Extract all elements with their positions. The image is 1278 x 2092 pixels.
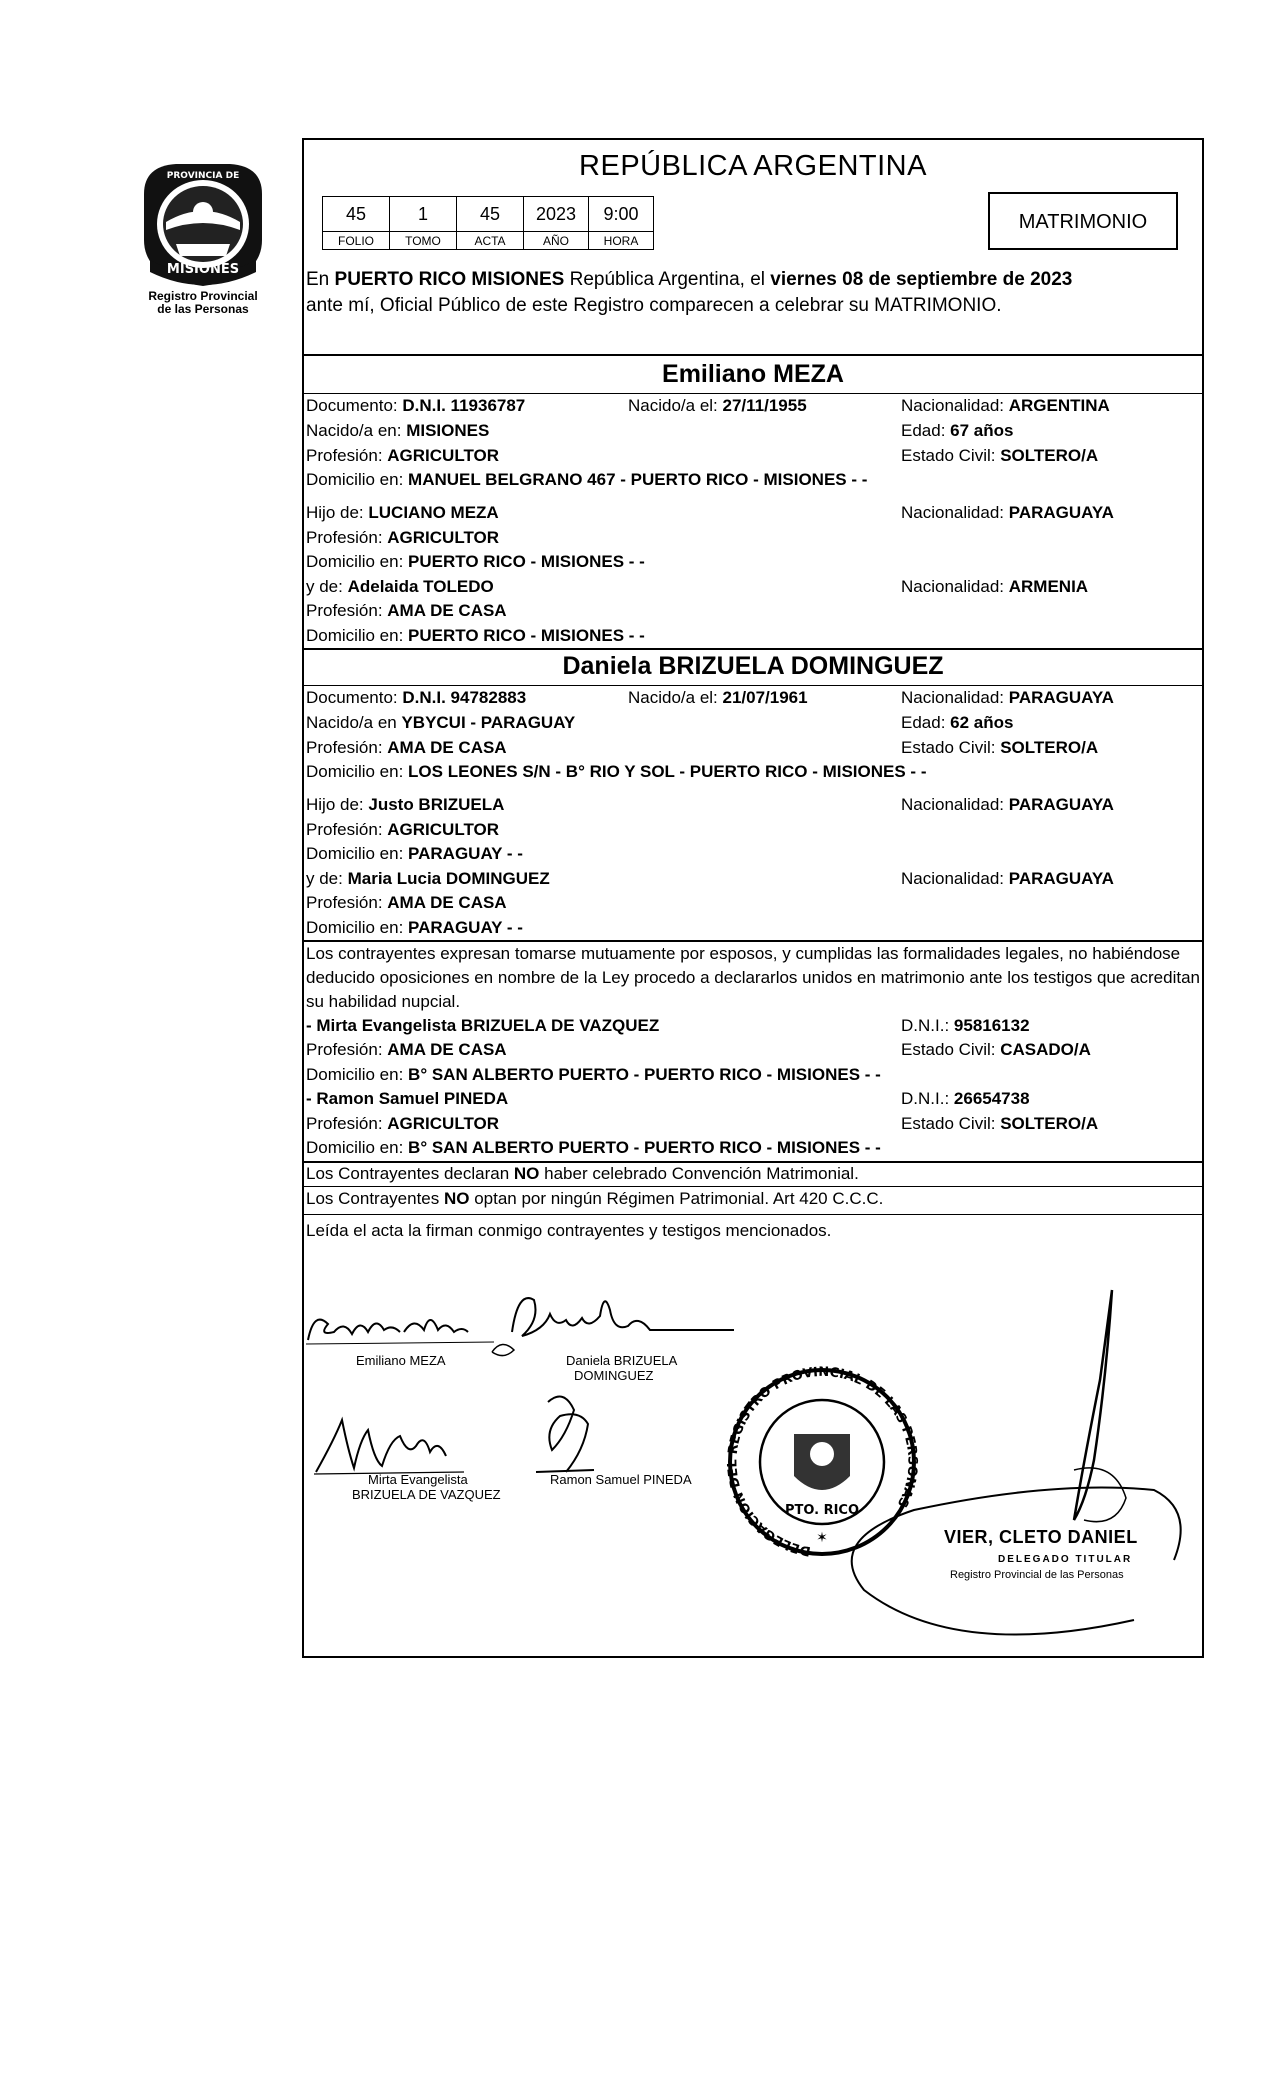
label: Profesión: <box>306 1114 388 1133</box>
text-bold: NO <box>443 1189 470 1208</box>
value: 62 años <box>950 713 1014 732</box>
divider <box>304 1214 1202 1215</box>
value: 27/11/1955 <box>722 396 807 415</box>
logo-arch-text: PROVINCIA DE <box>166 171 240 181</box>
text: optan por ningún Régimen Patrimonial. Art 420 C.C.C. <box>469 1189 884 1208</box>
label: Estado Civil: <box>901 446 1001 465</box>
signature-caption-spouse1: Emiliano MEZA <box>356 1353 446 1368</box>
caption-line: Mirta Evangelista <box>368 1472 468 1487</box>
label: Domicilio en: <box>306 844 409 863</box>
value: B° SAN ALBERTO PUERTO - PUERTO RICO - MISIONES - - <box>408 1065 881 1084</box>
text: haber celebrado Convención Matrimonial. <box>539 1164 859 1183</box>
spouse2-madre-nacionalidad <box>901 869 1114 889</box>
value: Justo BRIZUELA <box>368 795 505 814</box>
label: Hijo de: <box>306 795 369 814</box>
label: Documento: <box>306 688 403 707</box>
value: MANUEL BELGRANO 467 - PUERTO RICO - MISIONES - - <box>408 470 868 489</box>
value: AMA DE CASA <box>387 1040 507 1059</box>
label: Profesión: <box>306 738 388 757</box>
witness1-dni <box>901 1016 1030 1036</box>
spouse2-padre-profesion <box>306 820 499 840</box>
spouse1-nacido-en <box>306 421 489 441</box>
divider <box>304 685 1202 686</box>
logo-caption <box>128 290 278 316</box>
label: y de: <box>306 869 348 888</box>
official-signature <box>754 1260 1204 1660</box>
label: Nacido/a en <box>306 713 402 732</box>
intro-line2: ante mí, Oficial Público de este Registro comparecen a celebrar su MATRIMONIO. <box>306 295 1002 316</box>
acta-value: 45 <box>457 197 524 232</box>
label: Profesión: <box>306 601 388 620</box>
folio-label: FOLIO <box>323 232 390 250</box>
witness2-profesion <box>306 1114 499 1134</box>
divider <box>304 1161 1202 1163</box>
value: PARAGUAY - - <box>408 844 523 863</box>
label: Domicilio en: <box>306 626 409 645</box>
witness1-domicilio <box>306 1065 881 1085</box>
divider <box>304 354 1202 356</box>
label: Domicilio en: <box>306 1138 409 1157</box>
logo-banner-text: MISIONES <box>166 262 240 277</box>
spouse2-madre-domicilio <box>306 918 523 938</box>
witness2-domicilio <box>306 1138 881 1158</box>
value: PARAGUAYA <box>1008 503 1114 522</box>
province-shield-icon <box>136 160 270 288</box>
label: Estado Civil: <box>901 738 1001 757</box>
witness2-estado-civil <box>901 1114 1098 1134</box>
acta-label: ACTA <box>457 232 524 250</box>
declaration-text: Los contrayentes expresan tomarse mutuamente por esposos, y cumplidas las formalidades legales, no habiéndose deducido oposiciones en nombre de la Ley procedo a declararlos unidos en matrimonio ante los testigos que acreditan su habilidad nupcial. <box>306 944 1201 1011</box>
spouse2-profesion <box>306 738 507 758</box>
label: Nacionalidad: <box>901 795 1009 814</box>
value: PARAGUAYA <box>1008 869 1114 888</box>
official-stamp-line2: DELEGADO TITULAR <box>998 1554 1133 1565</box>
value: ARGENTINA <box>1008 396 1110 415</box>
label: Estado Civil: <box>901 1040 1001 1059</box>
intro-text-c: República Argentina, el <box>564 269 771 290</box>
divider <box>304 1186 1202 1187</box>
label: Nacido/a en: <box>306 421 407 440</box>
witness1-estado-civil <box>901 1040 1091 1060</box>
act-type-box: MATRIMONIO <box>988 192 1178 250</box>
spouse2-madre <box>306 869 550 889</box>
value: AMA DE CASA <box>387 738 507 757</box>
folio-value: 45 <box>323 197 390 232</box>
label: Nacionalidad: <box>901 577 1009 596</box>
spouse2-estado-civil <box>901 738 1098 758</box>
signature-caption-witness1 <box>352 1472 501 1502</box>
spouse1-estado-civil <box>901 446 1098 466</box>
intro-text-a: En <box>306 269 335 290</box>
label: Profesión: <box>306 820 388 839</box>
label: Nacido/a el: <box>628 396 723 415</box>
divider <box>304 648 1202 650</box>
page-title: REPÚBLICA ARGENTINA <box>579 150 927 182</box>
spouse2-padre-domicilio <box>306 844 523 864</box>
value: D.N.I. 11936787 <box>402 396 526 415</box>
logo-caption-line1: Registro Provincial <box>148 289 258 303</box>
official-stamp-line3: Registro Provincial de las Personas <box>950 1569 1124 1581</box>
spouse2-domicilio <box>306 762 926 782</box>
value: 21/07/1961 <box>722 688 808 707</box>
witness2-dni <box>901 1089 1030 1109</box>
caption-line: BRIZUELA DE VAZQUEZ <box>352 1487 501 1502</box>
value: AGRICULTOR <box>387 820 500 839</box>
hora-value: 9:00 <box>589 197 654 232</box>
spouse1-madre-profesion <box>306 601 507 621</box>
certificate-frame <box>302 138 1204 1658</box>
spouse2-madre-profesion <box>306 893 507 913</box>
value: PARAGUAYA <box>1008 688 1114 707</box>
label: Nacionalidad: <box>901 396 1009 415</box>
value: PARAGUAY - - <box>408 918 523 937</box>
label: Documento: <box>306 396 403 415</box>
intro-place: PUERTO RICO MISIONES <box>334 269 565 290</box>
text-bold: NO <box>513 1164 540 1183</box>
spouse1-profesion <box>306 446 499 466</box>
label: Profesión: <box>306 446 388 465</box>
regimen-text <box>306 1189 883 1209</box>
caption-line: Daniela BRIZUELA <box>566 1353 678 1368</box>
intro-text <box>306 267 1202 319</box>
anio-value: 2023 <box>524 197 589 232</box>
witness2-name <box>306 1089 508 1109</box>
intro-date: viernes 08 de septiembre de 2023 <box>770 269 1073 290</box>
witness1-profesion <box>306 1040 507 1060</box>
label: Domicilio en: <box>306 470 409 489</box>
convencion-text <box>306 1164 859 1184</box>
value: ARMENIA <box>1008 577 1089 596</box>
value: 95816132 <box>953 1016 1030 1035</box>
label: Nacionalidad: <box>901 503 1009 522</box>
text: Los Contrayentes declaran <box>306 1164 514 1183</box>
value: 67 años <box>950 421 1014 440</box>
label: Domicilio en: <box>306 762 409 781</box>
seal-star-icon: ✶ <box>816 1529 828 1545</box>
caption-line: DOMINGUEZ <box>574 1368 654 1383</box>
value: LOS LEONES S/N - B° RIO Y SOL - PUERTO RICO - MISIONES - - <box>408 762 927 781</box>
label: Nacionalidad: <box>901 869 1009 888</box>
value: PUERTO RICO - MISIONES - - <box>408 552 645 571</box>
spouse1-padre-domicilio <box>306 552 645 572</box>
label: Edad: <box>901 421 951 440</box>
value: AGRICULTOR <box>387 1114 500 1133</box>
label: Edad: <box>901 713 951 732</box>
official-stamp-line1: VIER, CLETO DANIEL <box>944 1527 1138 1547</box>
label: Nacionalidad: <box>901 688 1009 707</box>
value: PUERTO RICO - MISIONES - - <box>408 626 645 645</box>
label: Hijo de: <box>306 503 369 522</box>
text: Los Contrayentes <box>306 1189 444 1208</box>
spouse2-documento <box>306 688 526 708</box>
spouse2-padre-nacionalidad <box>901 795 1114 815</box>
spouse1-padre <box>306 503 499 523</box>
spouse2-padre <box>306 795 504 815</box>
label: Profesión: <box>306 528 388 547</box>
spouse1-edad <box>901 421 1013 441</box>
value: Maria Lucia DOMINGUEZ <box>347 869 550 888</box>
label: Profesión: <box>306 1040 388 1059</box>
seal-ring-textpath: DELEGACION DEL REGISTRO PROVINCIAL DE LAS PERSONAS <box>725 1364 920 1559</box>
registry-logo <box>128 160 278 330</box>
reference-table <box>322 196 654 250</box>
spouse1-padre-profesion <box>306 528 499 548</box>
signature-caption-witness2: Ramon Samuel PINEDA <box>550 1472 692 1487</box>
spouse1-nacionalidad <box>901 396 1110 416</box>
value: AMA DE CASA <box>387 601 507 620</box>
spouse1-documento <box>306 396 525 416</box>
spouse1-madre-nacionalidad <box>901 577 1088 597</box>
label: Domicilio en: <box>306 1065 409 1084</box>
value: - Mirta Evangelista BRIZUELA DE VAZQUEZ <box>306 1016 660 1035</box>
value: SOLTERO/A <box>1000 1114 1099 1133</box>
witness1-name <box>306 1016 659 1036</box>
label: Domicilio en: <box>306 552 409 571</box>
label: Domicilio en: <box>306 918 409 937</box>
spouse2-edad <box>901 713 1013 733</box>
seal-bottom-text: PTO. RICO <box>784 1503 860 1518</box>
spouse1-madre <box>306 577 494 597</box>
spouse2-name: Daniela BRIZUELA DOMINGUEZ <box>562 652 944 680</box>
label: D.N.I.: <box>901 1089 954 1108</box>
tomo-value: 1 <box>390 197 457 232</box>
value: D.N.I. 94782883 <box>402 688 527 707</box>
spouse1-nacido-el <box>628 396 807 416</box>
divider <box>304 393 1202 394</box>
value: MISIONES <box>406 421 490 440</box>
spouse2-nacionalidad <box>901 688 1114 708</box>
closing-text: Leída el acta la firman conmigo contrayentes y testigos mencionados. <box>306 1221 832 1240</box>
tomo-label: TOMO <box>390 232 457 250</box>
value: AGRICULTOR <box>387 528 500 547</box>
hora-label: HORA <box>589 232 654 250</box>
spouse1-domicilio <box>306 470 867 490</box>
logo-caption-line2: de las Personas <box>157 302 249 316</box>
value: AGRICULTOR <box>387 446 500 465</box>
value: SOLTERO/A <box>1000 738 1099 757</box>
spouse1-name: Emiliano MEZA <box>662 360 844 388</box>
label: Nacido/a el: <box>628 688 723 707</box>
value: CASADO/A <box>1000 1040 1091 1059</box>
value: 26654738 <box>953 1089 1030 1108</box>
label: Profesión: <box>306 893 388 912</box>
value: B° SAN ALBERTO PUERTO - PUERTO RICO - MISIONES - - <box>408 1138 881 1157</box>
value: - Ramon Samuel PINEDA <box>306 1089 509 1108</box>
value: AMA DE CASA <box>387 893 507 912</box>
spouse2-nacido-en <box>306 713 575 733</box>
spouse1-padre-nacionalidad <box>901 503 1114 523</box>
label: y de: <box>306 577 348 596</box>
signature-caption-spouse2 <box>566 1353 677 1383</box>
value: SOLTERO/A <box>1000 446 1099 465</box>
spouse1-madre-domicilio <box>306 626 645 646</box>
value: PARAGUAYA <box>1008 795 1114 814</box>
value: Adelaida TOLEDO <box>347 577 494 596</box>
anio-label: AÑO <box>524 232 589 250</box>
label: D.N.I.: <box>901 1016 954 1035</box>
value: YBYCUI - PARAGUAY <box>401 713 576 732</box>
spouse2-nacido-el <box>628 688 808 708</box>
value: LUCIANO MEZA <box>368 503 499 522</box>
label: Estado Civil: <box>901 1114 1001 1133</box>
